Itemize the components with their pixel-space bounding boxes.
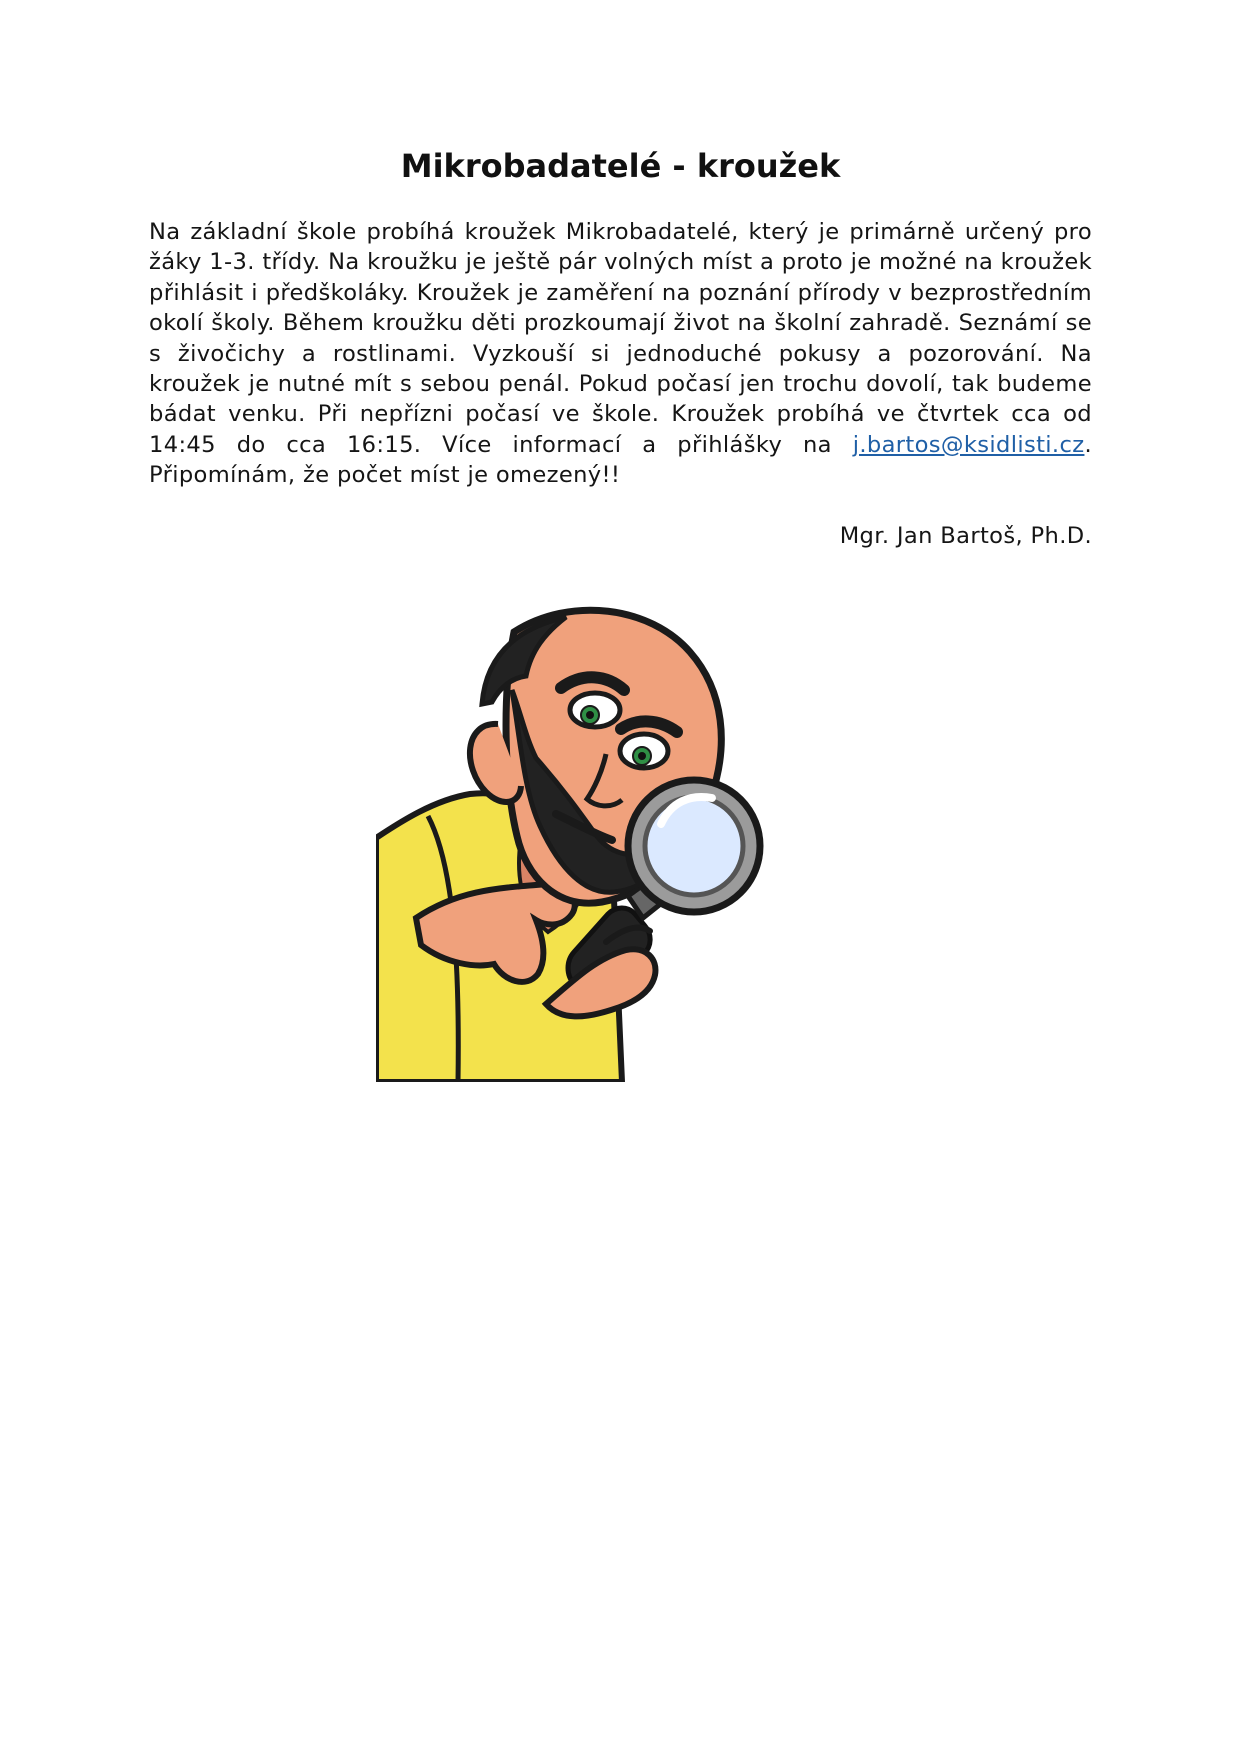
- body-paragraph: [149, 217, 1092, 491]
- left-pupil: [586, 711, 594, 719]
- researcher-illustration: [376, 584, 874, 1082]
- magnifier-lens: [645, 797, 743, 895]
- body-text-before-email: Na základní škole probíhá kroužek Mikrobadatelé, který je primárně určený pro žáky 1-3. třídy. Na kroužku je ještě pár volných míst a proto je možné na kroužek přihlásit i předškoláky. Kroužek je zaměření na poznání přírody v bezprostředním okolí školy. Během kroužku děti prozkoumají život na školní zahradě. Seznámí se s živočichy a rostlinami. Vyzkouší si jednoduché pokusy a pozorování. Na kroužek je nutné mít s sebou penál. Pokud počasí jen trochu dovolí, tak budeme bádat venku. Při nepřízni počasí ve škole. Kroužek probíhá ve čtvrtek cca od 14:45 do cca 16:15. Více informací a přihlášky na: [149, 219, 1092, 458]
- signature: Mgr. Jan Bartoš, Ph.D.: [839, 523, 1092, 549]
- document-title: Mikrobadatelé - kroužek: [400, 147, 841, 185]
- email-link[interactable]: j.bartos@ksidlisti.cz: [852, 431, 1085, 458]
- right-pupil: [638, 752, 646, 760]
- body-text-after-email: . Připomínám, že počet míst je omezený!!: [149, 431, 1092, 489]
- researcher-with-magnifying-glass-icon: [376, 584, 874, 1082]
